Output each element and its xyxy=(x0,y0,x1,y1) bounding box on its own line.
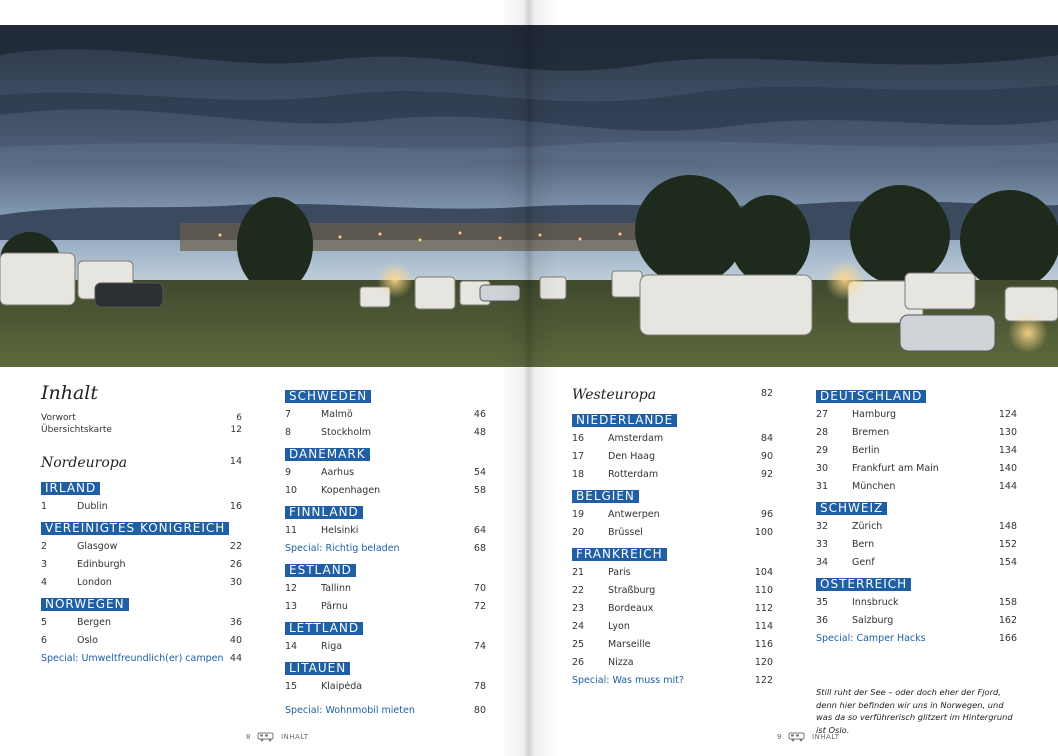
entry-page: 148 xyxy=(998,521,1017,532)
region-page: 82 xyxy=(760,388,773,399)
entry-number: 14 xyxy=(285,641,298,652)
entry-number: 28 xyxy=(816,427,829,438)
toc-entry[interactable] xyxy=(285,482,486,500)
toc-entry[interactable] xyxy=(572,600,773,618)
entry-number: 22 xyxy=(572,585,585,596)
entry-page: 70 xyxy=(473,583,486,594)
entry-number: 1 xyxy=(41,501,48,512)
entry-page: 16 xyxy=(229,501,242,512)
entry-city: Edinburgh xyxy=(77,559,126,570)
entry-number: 10 xyxy=(285,485,298,496)
toc-special-entry[interactable] xyxy=(285,540,486,558)
entry-page: 26 xyxy=(229,559,242,570)
entry-city: Rotterdam xyxy=(608,469,659,480)
entry-number: 3 xyxy=(41,559,48,570)
toc-entry[interactable] xyxy=(572,654,773,672)
entry-page: 130 xyxy=(998,427,1017,438)
toc-entry[interactable] xyxy=(816,460,1017,478)
entry-city: Paris xyxy=(608,567,631,578)
entry-number: 11 xyxy=(285,525,298,536)
country-badge: FINNLAND xyxy=(285,506,363,519)
entry-page: 58 xyxy=(473,485,486,496)
entry-page: 22 xyxy=(229,541,242,552)
toc-entry[interactable] xyxy=(41,538,242,556)
entry-page: 124 xyxy=(998,409,1017,420)
entry-number: 2 xyxy=(41,541,48,552)
region-name: Nordeuropa xyxy=(41,455,128,471)
entry-city: Lyon xyxy=(608,621,630,632)
country-badge: NIEDERLANDE xyxy=(572,414,677,427)
entry-number: 30 xyxy=(816,463,829,474)
entry-number: 33 xyxy=(816,539,829,550)
entry-city: Hamburg xyxy=(852,409,897,420)
country-badge: VEREINIGTES KÖNIGREICH xyxy=(41,522,229,535)
entry-number: 34 xyxy=(816,557,829,568)
toc-entry[interactable] xyxy=(285,598,486,616)
toc-entry[interactable] xyxy=(41,412,242,424)
entry-number: 18 xyxy=(572,469,585,480)
entry-city: Amsterdam xyxy=(608,433,664,444)
toc-special-entry[interactable] xyxy=(285,702,486,720)
toc-entry[interactable] xyxy=(816,554,1017,572)
footer-label: INHALT xyxy=(280,733,309,741)
page-number: 8 xyxy=(246,733,251,741)
entry-page: 166 xyxy=(998,633,1017,644)
entry-page: 140 xyxy=(998,463,1017,474)
entry-city: Zürich xyxy=(852,521,883,532)
entry-number: 6 xyxy=(41,635,48,646)
toc-entry[interactable] xyxy=(816,478,1017,496)
entry-city: Helsinki xyxy=(321,525,359,536)
entry-number: 25 xyxy=(572,639,585,650)
entry-city: London xyxy=(77,577,112,588)
region-page: 14 xyxy=(229,456,242,467)
entry-number: 27 xyxy=(816,409,829,420)
toc-entry[interactable] xyxy=(816,594,1017,612)
entry-page: 48 xyxy=(473,427,486,438)
entry-number: 21 xyxy=(572,567,585,578)
entry-number: 17 xyxy=(572,451,585,462)
entry-page: 158 xyxy=(998,597,1017,608)
toc-entry[interactable] xyxy=(572,618,773,636)
entry-city: Bordeaux xyxy=(608,603,654,614)
country-badge: FRANKREICH xyxy=(572,548,667,561)
entry-number: 16 xyxy=(572,433,585,444)
footer-label: INHALT xyxy=(811,733,840,741)
entry-page: 64 xyxy=(473,525,486,536)
country-badge: DÄNEMARK xyxy=(285,448,370,461)
entry-page: 92 xyxy=(760,469,773,480)
entry-page: 6 xyxy=(236,413,242,423)
entry-page: 162 xyxy=(998,615,1017,626)
entry-label: Übersichtskarte xyxy=(41,425,112,435)
camper-van-icon xyxy=(257,732,275,742)
entry-page: 96 xyxy=(760,509,773,520)
entry-city: Berlin xyxy=(852,445,880,456)
entry-page: 74 xyxy=(473,641,486,652)
entry-number: 36 xyxy=(816,615,829,626)
photo-caption: Still ruht der See – oder doch eher der Fjord, denn hier befinden wir uns in Norwegen, und was da so verführerisch glitzert im Hintergrund ist Oslo. xyxy=(816,687,1013,735)
entry-city: Oslo xyxy=(77,635,98,646)
entry-page: 12 xyxy=(230,425,242,435)
toc-entry[interactable] xyxy=(572,506,773,524)
entry-number: 12 xyxy=(285,583,298,594)
toc-entry[interactable] xyxy=(816,442,1017,460)
entry-city: Innsbruck xyxy=(852,597,899,608)
special-label: Special: Camper Hacks xyxy=(816,633,926,644)
right-footer xyxy=(777,731,840,743)
toc-entry[interactable] xyxy=(816,518,1017,536)
entry-city: Antwerpen xyxy=(608,509,660,520)
region-heading[interactable] xyxy=(41,450,242,474)
entry-page: 122 xyxy=(754,675,773,686)
toc-entry[interactable] xyxy=(572,582,773,600)
entry-city: Genf xyxy=(852,557,875,568)
entry-page: 110 xyxy=(754,585,773,596)
toc-entry[interactable] xyxy=(572,564,773,582)
toc-entry[interactable] xyxy=(41,556,242,574)
toc-entry[interactable] xyxy=(41,498,242,516)
region-name: Westeuropa xyxy=(572,387,657,403)
special-label: Special: Umweltfreundlich(er) campen xyxy=(41,653,224,664)
entry-page: 114 xyxy=(754,621,773,632)
toc-column-1 xyxy=(41,378,242,668)
special-label: Special: Wohnmobil mieten xyxy=(285,705,415,716)
entry-page: 154 xyxy=(998,557,1017,568)
entry-page: 134 xyxy=(998,445,1017,456)
entry-city: Glasgow xyxy=(77,541,118,552)
toc-entry[interactable] xyxy=(285,424,486,442)
country-badge: SCHWEIZ xyxy=(816,502,887,515)
toc-entry[interactable] xyxy=(285,678,486,696)
entry-city: Brüssel xyxy=(608,527,643,538)
toc-entry[interactable] xyxy=(572,466,773,484)
page-number: 9 xyxy=(777,733,782,741)
entry-number: 35 xyxy=(816,597,829,608)
entry-number: 29 xyxy=(816,445,829,456)
country-badge: NORWEGEN xyxy=(41,598,129,611)
toc-entry[interactable] xyxy=(816,406,1017,424)
entry-city: Klaipėda xyxy=(321,681,363,692)
entry-city: Den Haag xyxy=(608,451,656,462)
entry-number: 7 xyxy=(285,409,292,420)
toc-special-entry[interactable] xyxy=(572,672,773,690)
country-badge: DEUTSCHLAND xyxy=(816,390,926,403)
toc-entry[interactable] xyxy=(572,448,773,466)
entry-page: 40 xyxy=(229,635,242,646)
entry-number: 13 xyxy=(285,601,298,612)
entry-number: 20 xyxy=(572,527,585,538)
entry-page: 112 xyxy=(754,603,773,614)
entry-page: 104 xyxy=(754,567,773,578)
entry-page: 100 xyxy=(754,527,773,538)
entry-city: Nizza xyxy=(608,657,634,668)
toc-entry[interactable] xyxy=(41,574,242,592)
toc-entry[interactable] xyxy=(41,614,242,632)
entry-city: Aarhus xyxy=(321,467,355,478)
country-badge: IRLAND xyxy=(41,482,100,495)
toc-column-3 xyxy=(572,382,773,690)
entry-number: 4 xyxy=(41,577,48,588)
country-badge: LETTLAND xyxy=(285,622,363,635)
toc-entry[interactable] xyxy=(285,406,486,424)
entry-page: 78 xyxy=(473,681,486,692)
special-label: Special: Richtig beladen xyxy=(285,543,400,554)
left-footer xyxy=(246,731,309,743)
entry-city: Straßburg xyxy=(608,585,656,596)
entry-city: Kopenhagen xyxy=(321,485,381,496)
entry-page: 120 xyxy=(754,657,773,668)
entry-page: 54 xyxy=(473,467,486,478)
entry-city: Tallinn xyxy=(321,583,352,594)
entry-number: 23 xyxy=(572,603,585,614)
toc-entry[interactable] xyxy=(572,524,773,542)
page-title: Inhalt xyxy=(41,382,99,404)
entry-city: Frankfurt am Main xyxy=(852,463,939,474)
entry-city: Malmö xyxy=(321,409,353,420)
toc-special-entry[interactable] xyxy=(41,650,242,668)
entry-number: 19 xyxy=(572,509,585,520)
entry-city: Pärnu xyxy=(321,601,348,612)
toc-column-2 xyxy=(285,384,486,720)
toc-entry[interactable] xyxy=(285,580,486,598)
entry-page: 80 xyxy=(473,705,486,716)
entry-city: Bergen xyxy=(77,617,111,628)
entry-page: 68 xyxy=(473,543,486,554)
country-badge: SCHWEDEN xyxy=(285,390,371,403)
entry-page: 152 xyxy=(998,539,1017,550)
toc-entry[interactable] xyxy=(816,424,1017,442)
toc-special-entry[interactable] xyxy=(816,630,1017,648)
country-badge: BELGIEN xyxy=(572,490,639,503)
entry-number: 8 xyxy=(285,427,292,438)
country-badge: ESTLAND xyxy=(285,564,356,577)
toc-entry[interactable] xyxy=(41,424,242,436)
toc-entry[interactable] xyxy=(285,638,486,656)
entry-city: Dublin xyxy=(77,501,108,512)
country-badge: LITAUEN xyxy=(285,662,350,675)
entry-page: 36 xyxy=(229,617,242,628)
entry-page: 144 xyxy=(998,481,1017,492)
entry-page: 44 xyxy=(229,653,242,664)
entry-number: 31 xyxy=(816,481,829,492)
entry-number: 5 xyxy=(41,617,48,628)
entry-number: 15 xyxy=(285,681,298,692)
entry-city: Marseille xyxy=(608,639,651,650)
entry-label: Vorwort xyxy=(41,413,76,423)
toc-entry[interactable] xyxy=(572,636,773,654)
entry-number: 24 xyxy=(572,621,585,632)
entry-city: Riga xyxy=(321,641,343,652)
toc-entry[interactable] xyxy=(572,430,773,448)
entry-city: Bremen xyxy=(852,427,890,438)
country-badge: ÖSTERREICH xyxy=(816,578,911,591)
campsite-photo xyxy=(0,25,1058,367)
toc-entry[interactable] xyxy=(816,536,1017,554)
entry-number: 32 xyxy=(816,521,829,532)
toc-entry[interactable] xyxy=(285,464,486,482)
entry-page: 46 xyxy=(473,409,486,420)
entry-page: 116 xyxy=(754,639,773,650)
toc-entry[interactable] xyxy=(285,522,486,540)
entry-city: Salzburg xyxy=(852,615,894,626)
entry-page: 84 xyxy=(760,433,773,444)
entry-page: 72 xyxy=(473,601,486,612)
camper-van-icon xyxy=(788,732,806,742)
toc-entry[interactable] xyxy=(41,632,242,650)
toc-entry[interactable] xyxy=(816,612,1017,630)
toc-column-4 xyxy=(816,384,1017,648)
entry-city: Stockholm xyxy=(321,427,372,438)
entry-page: 30 xyxy=(229,577,242,588)
entry-page: 90 xyxy=(760,451,773,462)
entry-city: Bern xyxy=(852,539,875,550)
special-label: Special: Was muss mit? xyxy=(572,675,684,686)
entry-number: 9 xyxy=(285,467,292,478)
region-heading[interactable] xyxy=(572,382,773,406)
entry-number: 26 xyxy=(572,657,585,668)
entry-city: München xyxy=(852,481,896,492)
